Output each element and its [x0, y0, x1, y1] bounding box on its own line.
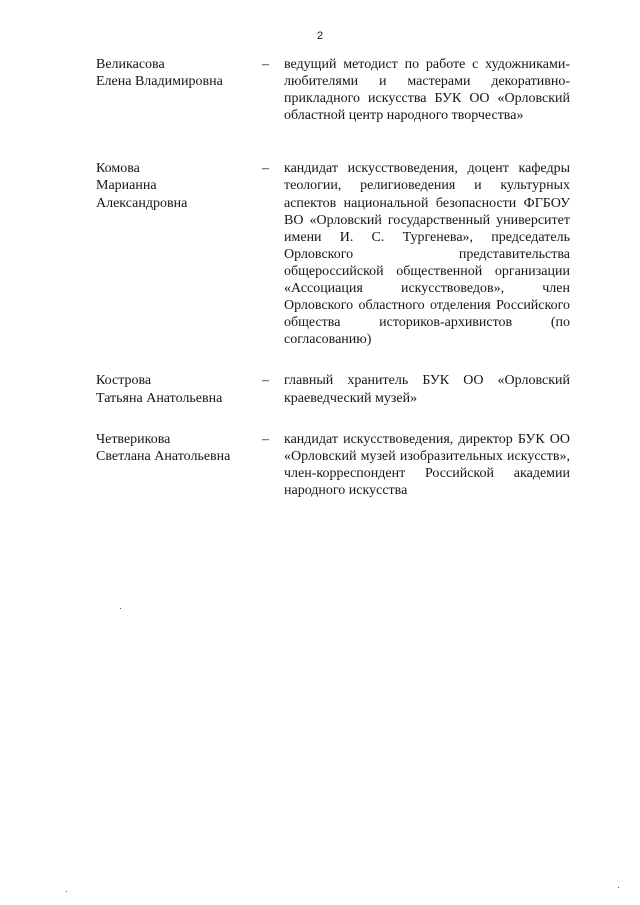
member-given-names: Татьяна Анатольевна [96, 390, 223, 406]
scan-speck [618, 887, 619, 888]
page-number: 2 [316, 30, 324, 42]
entry-dash: – [262, 161, 269, 177]
member-given-name: Марианна [96, 178, 157, 194]
member-position: кандидат искусствоведения, доцент кафедры теологии, религиоведения и культурных аспектов национальной безопасности ФГБОУ ВО «Орловский государственный университет имени И. С. Тургенева», председатель Орловского представительства общероссийской общественной организации «Ассоциация искусствоведов», член Орловского областного отделения Российского общества историков-архивистов (по согласованию) [284, 161, 570, 348]
member-position: кандидат искусствоведения, директор БУК ОО «Орловский музей изобразительных искусств», член-корреспондент Российской академии народного искусства [284, 431, 570, 498]
member-entry [96, 372, 572, 406]
member-name [96, 56, 258, 124]
member-entry [96, 56, 572, 124]
member-name [96, 431, 258, 499]
member-position: ведущий методист по работе с художниками-любителями и мастерами декоративно-прикладного искусства БУК ОО «Орловский областной центр народного творчества» [284, 57, 570, 124]
member-name [96, 160, 258, 348]
scan-speck [120, 608, 121, 609]
entry-dash: – [262, 373, 269, 389]
member-surname: Комова [96, 161, 140, 177]
member-surname: Четверикова [96, 431, 171, 447]
entry-dash: – [262, 57, 269, 72]
member-patronymic: Александровна [96, 195, 188, 211]
member-name [96, 372, 258, 406]
member-given-names: Светлана Анатольевна [96, 448, 231, 464]
member-surname: Великасова [96, 57, 165, 72]
commission-member-list [96, 56, 572, 499]
member-entry [96, 431, 572, 499]
member-given-names: Елена Владимировна [96, 74, 223, 90]
member-position: главный хранитель БУК ОО «Орловский краеведческий музей» [284, 373, 570, 406]
scan-speck [66, 891, 67, 892]
entry-dash: – [262, 431, 269, 447]
member-surname: Кострова [96, 373, 152, 389]
member-entry [96, 160, 572, 348]
